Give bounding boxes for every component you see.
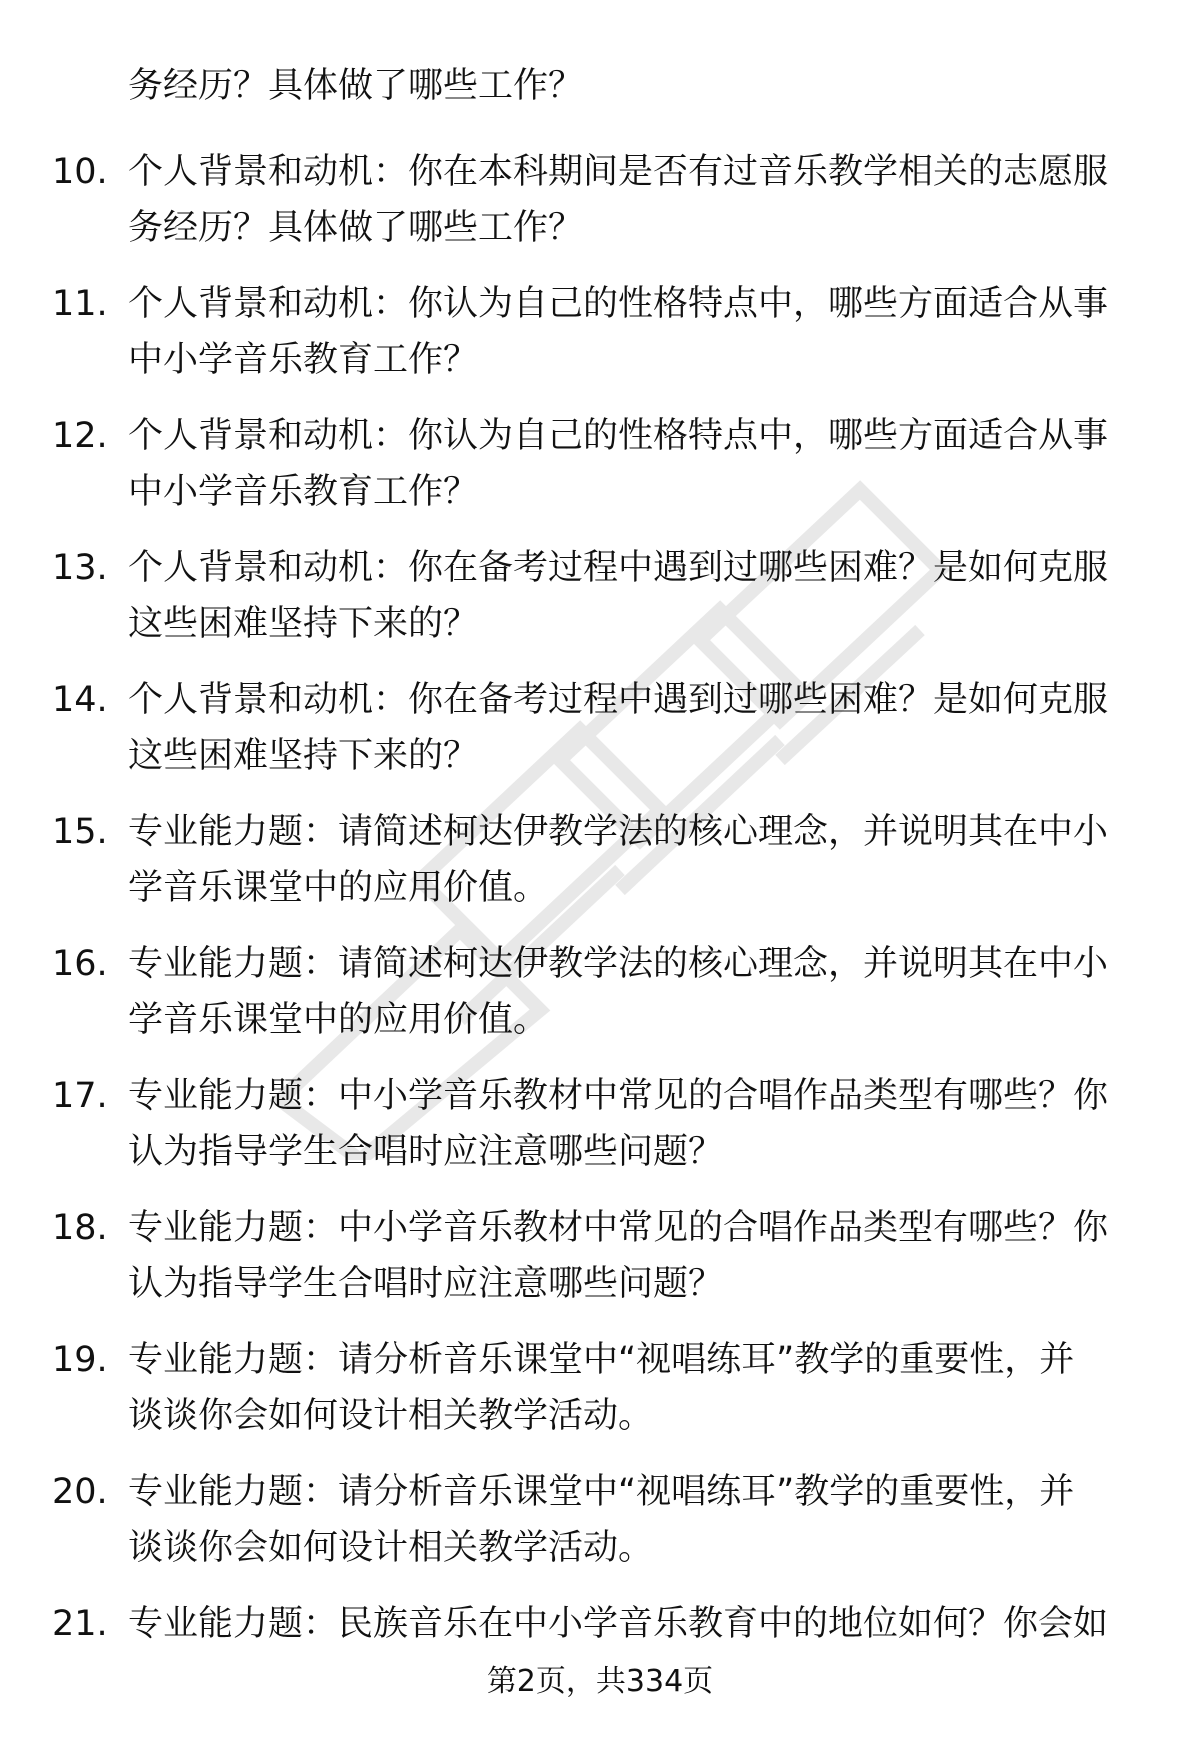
question-number: 19. (52, 1340, 108, 1380)
question-text: 专业能力题：请简述柯达伊教学法的核心理念，并说明其在中小 学音乐课堂中的应用价值。 (128, 944, 1109, 1040)
page-footer: 第2页，共334页 (486, 1664, 714, 1699)
list-item (0, 1064, 1200, 1196)
question-text: 专业能力题：请分析音乐课堂中“视唱练耳”教学的重要性，并 谈谈你会如何设计相关教学活动。 (128, 1472, 1075, 1568)
question-number: 16. (52, 944, 108, 984)
question-number: 13. (52, 548, 108, 588)
list-item (0, 932, 1200, 1064)
question-text: 专业能力题：中小学音乐教材中常见的合唱作品类型有哪些？你 认为指导学生合唱时应注意哪些问题？ (128, 1208, 1109, 1304)
list-item (0, 1196, 1200, 1328)
question-text: 个人背景和动机：你在本科期间是否有过音乐教学相关的志愿服 务经历？具体做了哪些工作？ (128, 152, 1109, 248)
question-list (0, 140, 1200, 1724)
question-number: 15. (52, 812, 108, 852)
question-number: 18. (52, 1208, 108, 1248)
question-text: 专业能力题：请分析音乐课堂中“视唱练耳”教学的重要性，并 谈谈你会如何设计相关教学活动。 (128, 1340, 1075, 1436)
question-text: 个人背景和动机：你在备考过程中遇到过哪些困难？是如何克服 这些困难坚持下来的？ (128, 548, 1109, 644)
question-text: 专业能力题：请简述柯达伊教学法的核心理念，并说明其在中小 学音乐课堂中的应用价值。 (128, 812, 1109, 908)
question-number: 12. (52, 416, 108, 456)
question-text: 个人背景和动机：你在备考过程中遇到过哪些困难？是如何克服 这些困难坚持下来的？ (128, 680, 1109, 776)
list-item (0, 668, 1200, 800)
question-text: 个人背景和动机：你认为自己的性格特点中，哪些方面适合从事 中小学音乐教育工作？ (128, 416, 1109, 512)
list-item (0, 1460, 1200, 1592)
list-item (0, 272, 1200, 404)
question-text: 专业能力题：民族音乐在中小学音乐教育中的地位如何？你会如 (128, 1604, 1109, 1644)
list-item (0, 140, 1200, 272)
question-text: 个人背景和动机：你认为自己的性格特点中，哪些方面适合从事 中小学音乐教育工作？ (128, 284, 1109, 380)
list-item (0, 404, 1200, 536)
continuation-text: 务经历？具体做了哪些工作？ (128, 66, 584, 106)
list-item (0, 536, 1200, 668)
question-number: 21. (52, 1604, 108, 1644)
question-number: 10. (52, 152, 108, 192)
list-item (0, 1592, 1200, 1724)
list-item (0, 800, 1200, 932)
question-text: 专业能力题：中小学音乐教材中常见的合唱作品类型有哪些？你 认为指导学生合唱时应注意哪些问题？ (128, 1076, 1109, 1172)
question-number: 11. (52, 284, 108, 324)
list-item (0, 1328, 1200, 1460)
question-number: 17. (52, 1076, 108, 1116)
question-number: 20. (52, 1472, 108, 1512)
question-number: 14. (52, 680, 108, 720)
